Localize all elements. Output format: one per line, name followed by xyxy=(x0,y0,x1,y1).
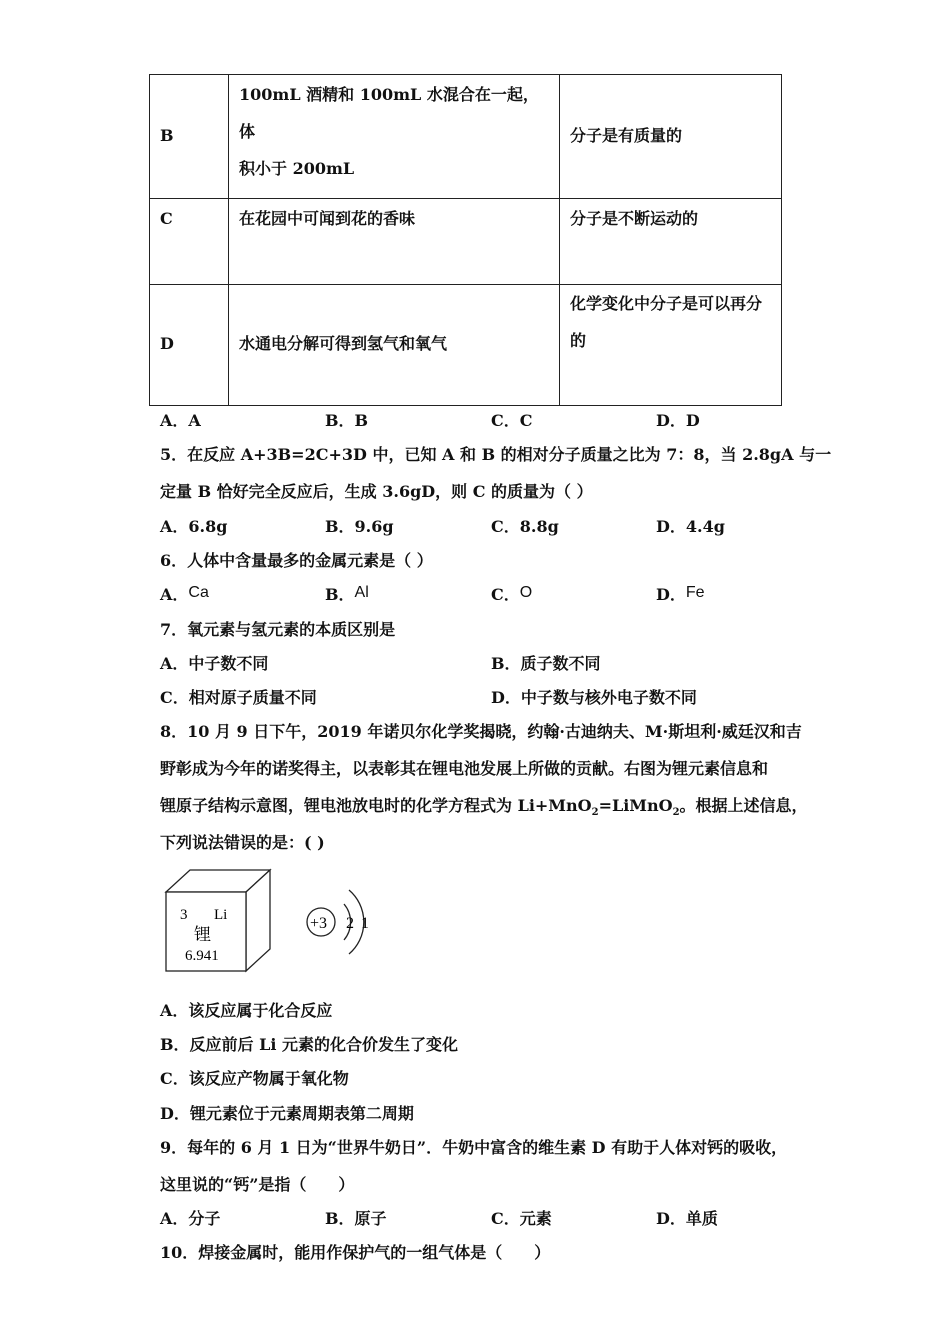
explanation-cell: 分子是有质量的 xyxy=(560,75,782,199)
question-9-stem: 这里说的“钙”是指（ ） xyxy=(160,1175,355,1194)
option-a: A．A xyxy=(160,411,201,430)
option-c: C．该反应产物属于氧化物 xyxy=(160,1069,349,1088)
option-a: A．分子 xyxy=(160,1209,221,1228)
question-8-stem: 锂原子结构示意图，锂电池放电时的化学方程式为 Li+MnO$_2$=LiMnO$_2$。根据上述信息， xyxy=(160,796,808,819)
phenomenon-cell xyxy=(229,75,560,199)
table-row xyxy=(150,75,782,199)
option-letter-cell: D xyxy=(150,285,229,406)
phenomenon-cell: 在花园中可闻到花的香味 xyxy=(229,199,560,285)
question-5-stem: 5．在反应 A+3B=2C+3D 中，已知 A 和 B 的相对分子质量之比为 7：8，当 2.8gA 与一 xyxy=(160,445,832,464)
question-4-table xyxy=(149,74,782,406)
question-6-stem: 6．人体中含量最多的金属元素是（ ） xyxy=(160,551,433,570)
atomic-mass: 6.941 xyxy=(185,948,219,964)
table-row xyxy=(150,199,782,285)
option-letter-cell: C xyxy=(150,199,229,285)
nucleus-charge: +3 xyxy=(310,915,328,932)
option-a: A．Ca xyxy=(160,584,209,604)
phenomenon-text: 积小于 200mL xyxy=(239,159,355,178)
option-b: B．Al xyxy=(325,584,369,604)
option-letter-cell: B xyxy=(150,75,229,199)
question-10-stem: 10．焊接金属时，能用作保护气的一组气体是（ ） xyxy=(160,1243,551,1262)
question-8-stem: 下列说法错误的是：( ) xyxy=(160,833,325,852)
option-c: C．O xyxy=(491,584,533,604)
option-b: B．B xyxy=(325,411,369,430)
question-5-stem: 定量 B 恰好完全反应后，生成 3.6gD，则 C 的质量为（ ） xyxy=(160,482,593,501)
shell-electrons-2: 1 xyxy=(361,915,369,932)
option-b: B．反应前后 Li 元素的化合价发生了变化 xyxy=(160,1035,458,1054)
option-c: C．C xyxy=(491,411,533,430)
option-a: A．该反应属于化合反应 xyxy=(160,1001,333,1020)
option-c: C．元素 xyxy=(491,1209,552,1228)
explanation-cell: 分子是不断运动的 xyxy=(560,199,782,285)
element-symbol: Li xyxy=(214,907,228,923)
option-d: D．锂元素位于元素周期表第二周期 xyxy=(160,1104,414,1123)
explanation-cell: 化学变化中分子是可以再分 的 xyxy=(560,285,782,406)
option-b: B．9.6g xyxy=(325,517,394,536)
option-d: D．D xyxy=(656,411,700,430)
shell-electrons-1: 2 xyxy=(346,915,354,932)
option-c: C．相对原子质量不同 xyxy=(160,688,317,707)
option-a: A．6.8g xyxy=(160,517,228,536)
question-7-stem: 7．氧元素与氢元素的本质区别是 xyxy=(160,620,396,639)
atomic-number: 3 xyxy=(180,907,188,923)
element-name: 锂 xyxy=(194,925,211,945)
question-8-stem: 8．10 月 9 日下午，2019 年诺贝尔化学奖揭晓，约翰·古迪纳夫、M·斯坦利·威廷汉和吉 xyxy=(160,722,802,741)
option-d: D．中子数与核外电子数不同 xyxy=(491,688,697,707)
option-d: D．Fe xyxy=(656,584,705,604)
question-8-stem: 野彰成为今年的诺奖得主，以表彰其在锂电池发展上所做的贡献。右图为锂元素信息和 xyxy=(160,759,769,778)
question-9-stem: 9．每年的 6 月 1 日为“世界牛奶日”．牛奶中富含的维生素 D 有助于人体对钙的吸收， xyxy=(160,1138,788,1157)
lithium-atom-diagram xyxy=(300,876,380,968)
lithium-element-card xyxy=(160,866,276,976)
table-row xyxy=(150,285,782,406)
option-d: D．单质 xyxy=(656,1209,718,1228)
option-c: C．8.8g xyxy=(491,517,559,536)
option-a: A．中子数不同 xyxy=(160,654,269,673)
option-b: B．质子数不同 xyxy=(491,654,601,673)
option-d: D．4.4g xyxy=(656,517,725,536)
phenomenon-cell: 水通电分解可得到氢气和氧气 xyxy=(229,285,560,406)
option-b: B．原子 xyxy=(325,1209,387,1228)
phenomenon-text: 100mL 酒精和 100mL 水混合在一起，体 xyxy=(239,85,539,141)
